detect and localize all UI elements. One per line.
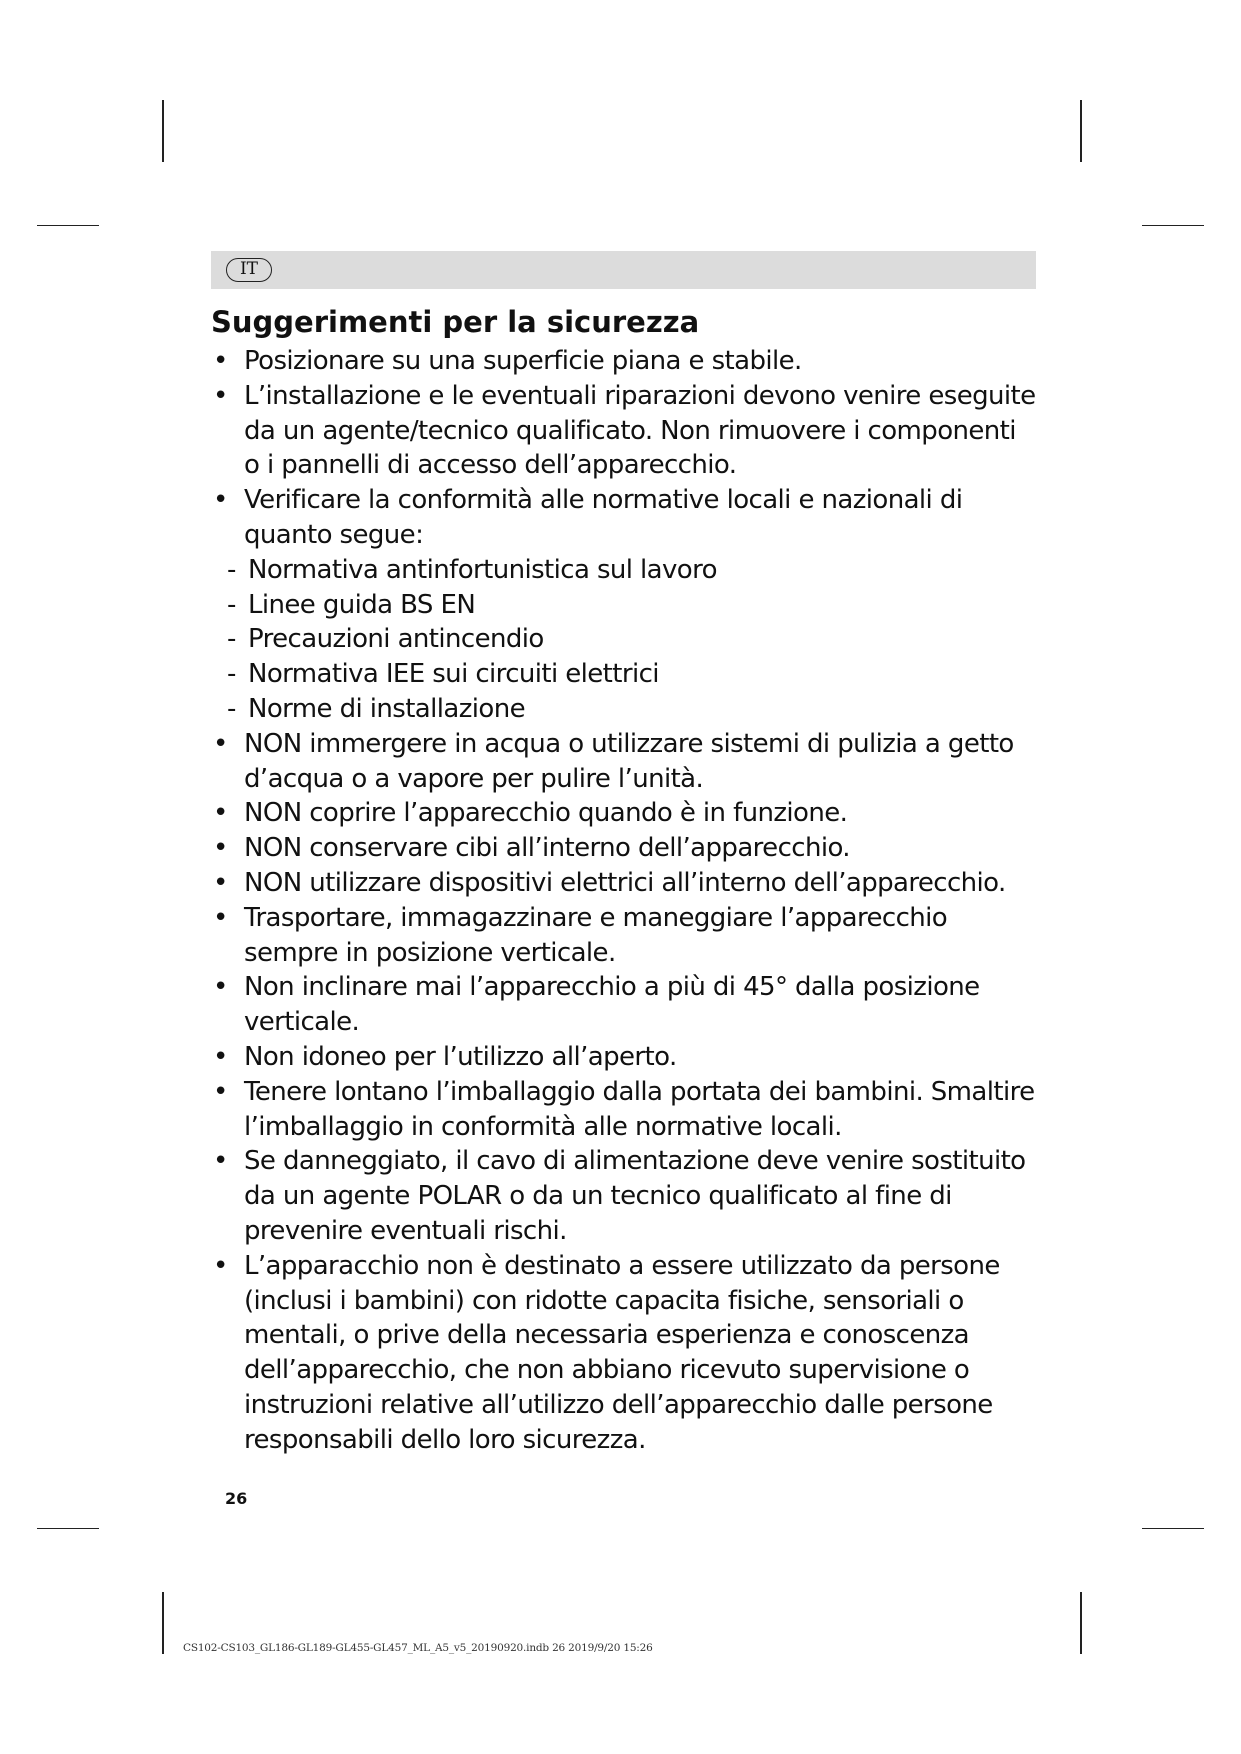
crop-mark-bottom-right-horizontal [1142,1528,1204,1529]
list-item [211,1144,1051,1248]
list-item-text: NON conservare cibi all’interno dell’apparecchio. [244,833,850,864]
list-item [211,483,1051,553]
sub-list-item [211,657,1051,692]
list-item-text: Trasportare, immagazzinare e maneggiare l’apparecchio sempre in posizione verticale. [244,902,948,968]
bullet-marker: • [213,1076,228,1107]
list-item [211,1075,1051,1145]
list-item-text: L’apparacchio non è destinato a essere utilizzato da persone (inclusi i bambini) con ridotte capacita fisiche, sensoriali o mentali, o prive della necessaria esperienza e conoscenza dell’apparecchio, che non abbiano ricevuto supervisione o instruzioni relative all’utilizzo dell’apparecchio dalle persone responsabili dello loro sicurezza. [244,1250,1000,1455]
dash-marker: - [227,554,236,585]
bullet-marker: • [213,485,228,516]
list-item-text: Normativa IEE sui circuiti elettrici [248,659,659,690]
language-badge: IT [226,258,272,282]
list-item [211,796,1051,831]
crop-mark-top-right-horizontal [1142,225,1204,226]
bullet-marker: • [213,833,228,864]
bullet-marker: • [213,902,228,933]
sub-list-item [211,692,1051,727]
crop-mark-top-right-vertical [1080,100,1082,162]
bullet-marker: • [213,380,228,411]
bullet-marker: • [213,1146,228,1177]
list-item-text: Normativa antinfortunistica sul lavoro [248,554,717,585]
crop-mark-top-left-vertical [162,100,164,162]
dash-marker: - [227,589,236,620]
list-item-text: NON utilizzare dispositivi elettrici all’interno dell’apparecchio. [244,867,1006,898]
list-item-text: NON coprire l’apparecchio quando è in funzione. [244,798,848,829]
page-number: 26 [225,1489,248,1508]
list-item [211,970,1051,1040]
crop-mark-bottom-left-horizontal [37,1528,99,1529]
crop-mark-top-left-horizontal [37,225,99,226]
bullet-marker: • [213,1250,228,1281]
sub-list-item [211,622,1051,657]
dash-marker: - [227,659,236,690]
bullet-marker: • [213,798,228,829]
crop-mark-bottom-left-vertical [162,1592,164,1654]
list-item [211,1040,1051,1075]
section-title: Suggerimenti per la sicurezza [211,305,700,339]
list-item-text: L’installazione e le eventuali riparazioni devono venire eseguite da un agente/tecnico qualificato. Non rimuovere i componenti o i pannelli di accesso dell’apparecchio. [244,380,1036,481]
list-item-text: Se danneggiato, il cavo di alimentazione deve venire sostituito da un agente POLAR o da un tecnico qualificato al fine di prevenire eventuali rischi. [244,1146,1026,1246]
list-item [211,831,1051,866]
list-item [211,344,1051,379]
print-slug: CS102-CS103_GL186-GL189-GL455-GL457_ML_A5_v5_20190920.indb 26 2019/9/20 15:26 [183,1642,653,1654]
list-item-text: Non inclinare mai l’apparecchio a più di 45° dalla posizione verticale. [244,972,980,1038]
safety-list [211,344,1051,1458]
list-item-text: Posizionare su una superficie piana e stabile. [244,346,802,376]
list-item [211,866,1051,901]
list-item-text: Linee guida BS EN [248,589,476,620]
list-item [211,901,1051,971]
bullet-marker: • [213,346,228,376]
dash-marker: - [227,693,236,724]
crop-mark-bottom-right-vertical [1080,1592,1082,1654]
list-item-text: Non idoneo per l’utilizzo all’aperto. [244,1041,677,1072]
list-item [211,1249,1051,1458]
bullet-marker: • [213,1041,228,1072]
list-item-text: Verificare la conformità alle normative locali e nazionali di quanto segue: [244,485,963,550]
list-item [211,379,1051,483]
list-item-text: Precauzioni antincendio [248,624,544,655]
bullet-marker: • [213,867,228,898]
language-header-bar [211,251,1036,289]
sub-list-item [211,588,1051,623]
sub-list-item [211,553,1051,588]
list-item [211,727,1051,797]
bullet-marker: • [213,728,228,759]
list-item-text: NON immergere in acqua o utilizzare sistemi di pulizia a getto d’acqua o a vapore per pulire l’unità. [244,728,1014,794]
list-item-text: Norme di installazione [248,693,525,724]
list-item-text: Tenere lontano l’imballaggio dalla portata dei bambini. Smaltire l’imballaggio in conformità alle normative locali. [244,1076,1035,1142]
bullet-marker: • [213,972,228,1003]
dash-marker: - [227,624,236,655]
